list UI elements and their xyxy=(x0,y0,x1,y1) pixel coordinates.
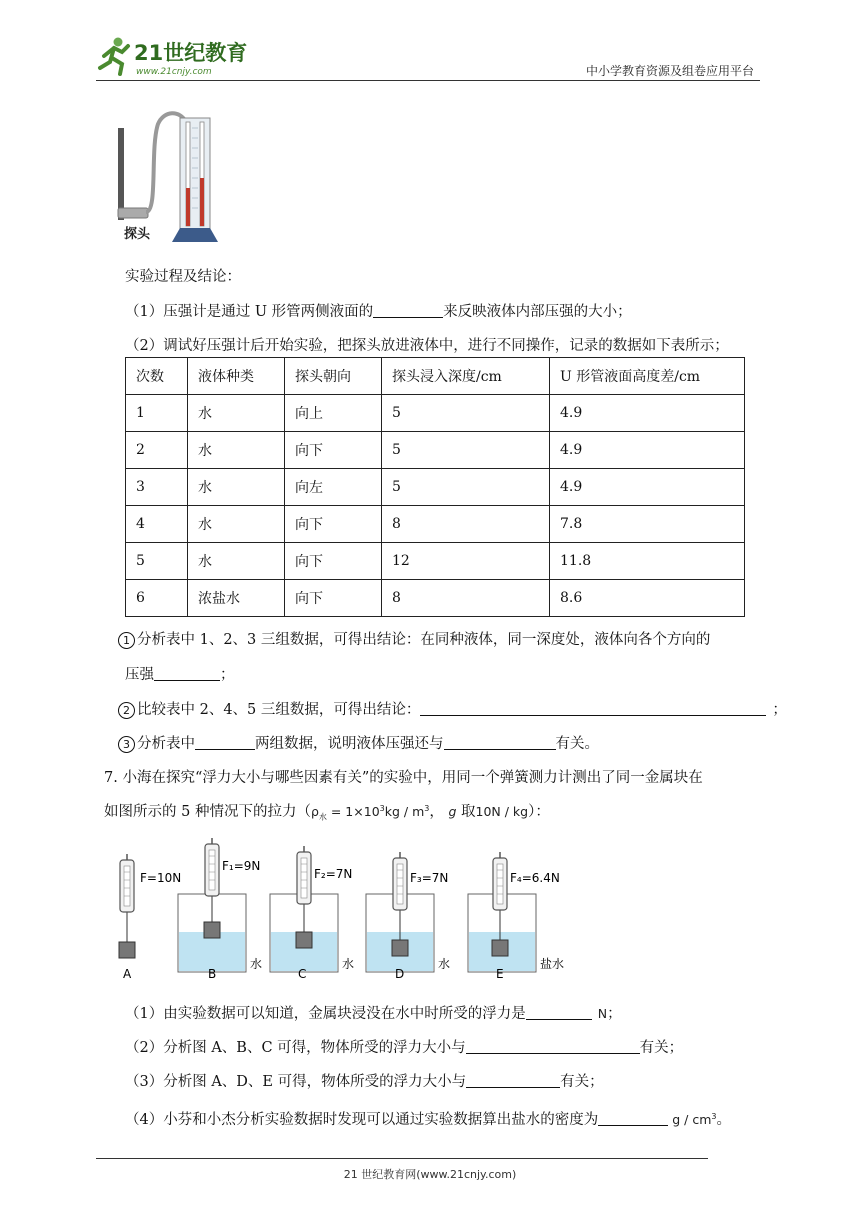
table-row: 6 浓盐水 向下 8 8.6 xyxy=(126,580,745,617)
table-row: 2 水 向下 5 4.9 xyxy=(126,432,745,469)
question-7-line1: 7. 小海在探究“浮力大小与哪些因素有关”的实验中，用同一个弹簧测力计测出了同一金属块在 xyxy=(104,770,703,786)
answer-blank[interactable] xyxy=(598,1111,668,1126)
answer-blank[interactable] xyxy=(373,303,443,318)
sub-question-2: （2）分析图 A、B、C 可得，物体所受的浮力大小与 有关； xyxy=(125,1040,684,1056)
answer-blank[interactable] xyxy=(420,701,766,716)
header-rule xyxy=(96,80,760,81)
answer-blank[interactable] xyxy=(195,735,255,750)
table-row: 1 水 向上 5 4.9 xyxy=(126,395,745,432)
answer-blank[interactable] xyxy=(154,666,220,681)
answer-blank[interactable] xyxy=(526,1005,592,1020)
svg-text:www.21cnjy.com: www.21cnjy.com xyxy=(136,67,212,77)
liquid-label-d: 水 xyxy=(438,957,451,971)
table-row: 5 水 向下 12 11.8 xyxy=(126,543,745,580)
header-platform-text: 中小学教育资源及组卷应用平台 xyxy=(585,64,754,78)
label-b: B xyxy=(208,967,217,978)
liquid-label-b: 水 xyxy=(250,957,263,971)
data-table xyxy=(125,357,745,617)
answer-blank[interactable] xyxy=(466,1039,640,1054)
conclusion-2: 2 比较表中 2、4、5 三组数据，可得出结论： ； xyxy=(118,698,787,719)
answer-blank[interactable] xyxy=(444,735,556,750)
label-c: C xyxy=(298,967,307,978)
runner-icon xyxy=(100,38,128,75)
pressure-gauge-figure xyxy=(110,108,220,244)
sub-question-3: （3）分析图 A、D、E 可得，物体所受的浮力大小与 有关； xyxy=(125,1074,604,1090)
table-row: 4 水 向下 8 7.8 xyxy=(126,506,745,543)
question-7-line2: 如图所示的 5 种情况下的拉力（$\rho_水 = 1\times 10^3kg / m^3$， g 取10N / kg）： xyxy=(104,803,550,822)
liquid-label-e: 盐水 xyxy=(540,957,565,971)
conclusion-1-cont: 压强 ； xyxy=(125,667,235,683)
force-label-e: F₄=6.4N xyxy=(510,871,560,885)
table-row: 3 水 向左 5 4.9 xyxy=(126,469,745,506)
force-label-a: F=10N xyxy=(140,871,182,885)
table-header-row: 次数 液体种类 探头朝向 探头浸入深度/cm U 形管液面高度差/cm xyxy=(126,358,745,395)
label-e: E xyxy=(496,967,504,978)
sub-question-4: （4）小芬和小杰分析实验数据时发现可以通过实验数据算出盐水的密度为 g / $cm^3$。 xyxy=(125,1111,731,1128)
question-2: （2）调试好压强计后开始实验，把探头放进液体中，进行不同操作，记录的数据如下表所示； xyxy=(125,338,729,354)
sub-question-1: （1）由实验数据可以知道，金属块浸没在水中时所受的浮力是 N； xyxy=(125,1006,622,1022)
force-label-d: F₃=7N xyxy=(410,871,449,885)
answer-blank[interactable] xyxy=(466,1073,560,1088)
footer-text: 21 世纪教育网(www.21cnjy.com) xyxy=(343,1168,517,1181)
svg-text:21世纪教育: 21世纪教育 xyxy=(134,41,248,65)
conclusion-3: 3 分析表中 两组数据，说明液体压强还与 有关。 xyxy=(118,732,599,753)
label-a: A xyxy=(123,967,132,978)
question-1: （1）压强计是通过 U 形管两侧液面的 来反映液体内部压强的大小； xyxy=(125,304,632,320)
buoyancy-experiment-figure xyxy=(110,838,580,978)
site-logo xyxy=(96,34,266,78)
force-label-b: F₁=9N xyxy=(222,859,261,873)
force-label-c: F₂=7N xyxy=(314,867,353,881)
conclusion-1: 1 分析表中 1、2、3 三组数据，可得出结论：在同种液体，同一深度处，液体向各个方向的 xyxy=(118,628,710,649)
intro-text: 实验过程及结论： xyxy=(125,269,241,285)
label-d: D xyxy=(395,967,405,978)
liquid-label-c: 水 xyxy=(342,957,355,971)
probe-label: 探头 xyxy=(124,227,151,242)
footer-rule xyxy=(96,1158,708,1159)
